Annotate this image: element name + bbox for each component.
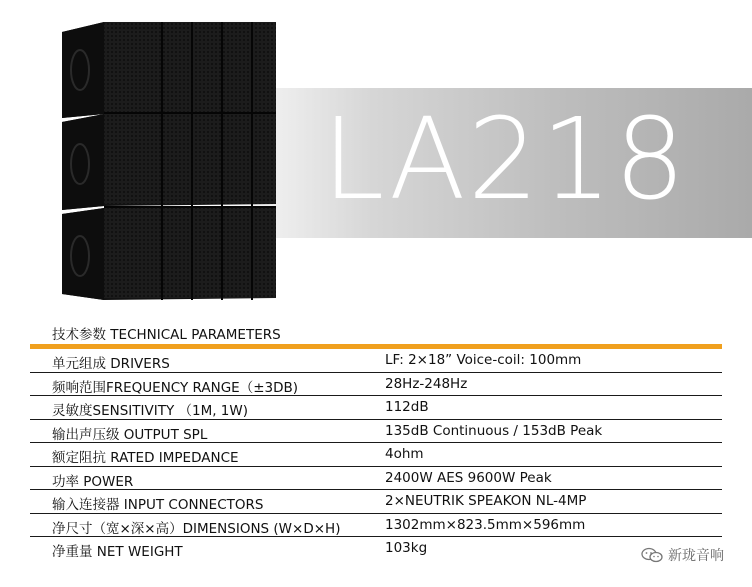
spec-row [30, 349, 722, 373]
wechat-icon [641, 547, 663, 563]
spec-label: 净重量 NET WEIGHT [52, 544, 183, 560]
spec-row [30, 396, 722, 420]
spec-value: 2×NEUTRIK SPEAKON NL-4MP [385, 493, 587, 509]
spec-value: 103kg [385, 540, 428, 556]
spec-table [30, 349, 722, 560]
spec-label: 灵敏度SENSITIVITY （1M, 1W) [52, 403, 249, 419]
watermark [641, 545, 724, 565]
spec-value: 4ohm [385, 446, 424, 462]
spec-value: 28Hz-248Hz [385, 375, 468, 392]
watermark-text: 新珑音响 [668, 548, 724, 564]
spec-value: 2400W AES 9600W Peak [385, 469, 552, 486]
table-title: 技术参数 TECHNICAL PARAMETERS [52, 327, 281, 343]
spec-row [30, 537, 722, 560]
spec-label: 额定阻抗 RATED IMPEDANCE [52, 450, 239, 466]
spec-value: 112dB [385, 399, 429, 415]
spec-label: 净尺寸（宽×深×高）DIMENSIONS (W×D×H) [52, 520, 341, 537]
spec-row [30, 443, 722, 467]
spec-row [30, 373, 722, 397]
spec-label: 单元组成 DRIVERS [52, 356, 170, 372]
spec-value: 1302mm×823.5mm×596mm [385, 516, 586, 533]
spec-row [30, 420, 722, 444]
model-name: LA218 [322, 95, 688, 225]
spec-row [30, 490, 722, 514]
spec-label: 频响范围FREQUENCY RANGE（±3DB) [52, 379, 299, 396]
spec-label: 功率 POWER [52, 473, 134, 490]
spec-value: 135dB Continuous / 153dB Peak [385, 422, 603, 439]
speaker-array-image [62, 22, 278, 300]
spec-label: 输入连接器 INPUT CONNECTORS [52, 497, 264, 513]
spec-label: 输出声压级 OUTPUT SPL [52, 426, 208, 443]
spec-row [30, 514, 722, 538]
spec-value: LF: 2×18” Voice-coil: 100mm [385, 352, 582, 368]
spec-row [30, 467, 722, 491]
